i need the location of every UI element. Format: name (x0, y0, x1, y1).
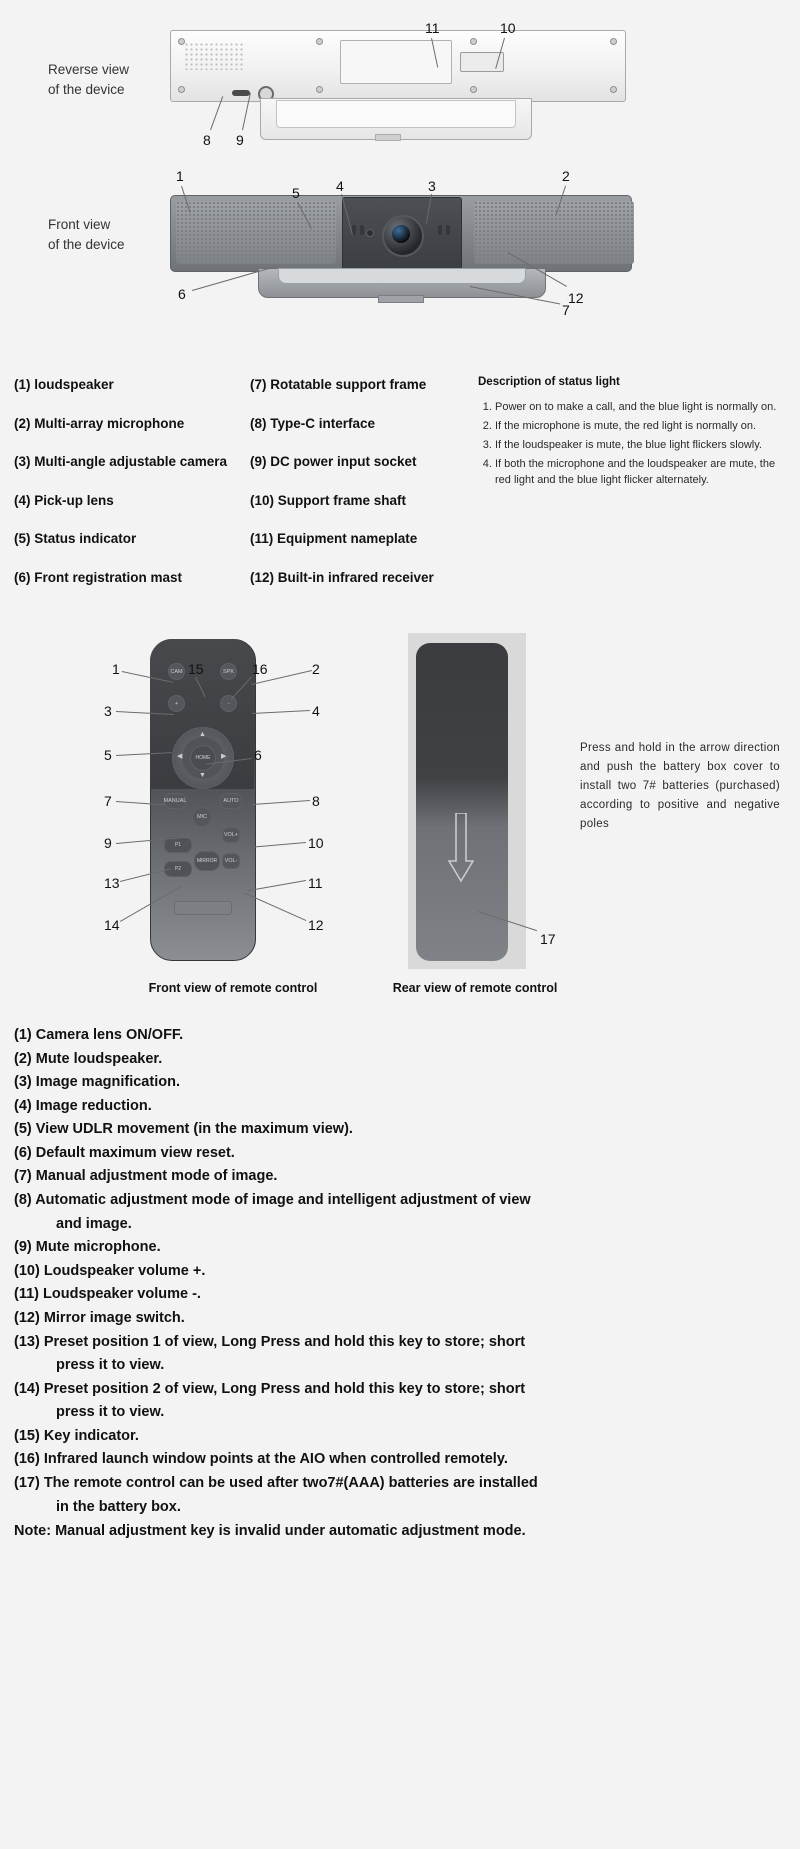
callout-7: 7 (562, 302, 570, 318)
remote-callout-13: 13 (104, 875, 120, 891)
remote-callout-4: 4 (312, 703, 320, 719)
front-view-label: Front view of the device (48, 217, 125, 252)
zoom-out-button[interactable]: - (220, 695, 237, 712)
camera-onoff-button[interactable]: CAM (168, 663, 185, 680)
legend-section (0, 376, 800, 611)
function-item: (9) Mute microphone. (14, 1239, 161, 1256)
callout-12: 12 (568, 290, 584, 306)
screw-icon (610, 86, 617, 93)
callout-11: 11 (425, 20, 440, 36)
function-item-continued: press it to view. (56, 1404, 165, 1421)
function-item: (6) Default maximum view reset. (14, 1144, 235, 1161)
rear-vent-grill (184, 42, 244, 70)
mute-loudspeaker-button[interactable]: SPK (220, 663, 237, 680)
auto-mode-button[interactable]: AUTO (220, 793, 242, 809)
rear-foot (375, 134, 401, 141)
legend-item: (10) Support frame shaft (250, 492, 407, 508)
function-list-section (0, 1019, 800, 1563)
left-arrow-icon[interactable]: ◀ (177, 753, 183, 760)
function-item: (3) Image magnification. (14, 1074, 180, 1091)
callout-6: 6 (178, 286, 186, 302)
remote-rear-body (416, 643, 508, 961)
battery-install-note: Press and hold in the arrow direction and push the battery box cover to install two 7# batteries (purchased) according to positive and negative poles (580, 742, 780, 830)
function-item: (10) Loudspeaker volume +. (14, 1262, 206, 1279)
support-frame-inner (278, 268, 526, 284)
home-reset-button[interactable]: HOME (190, 745, 216, 771)
function-item: (2) Mute loudspeaker. (14, 1050, 163, 1067)
status-light-item: 1. Power on to make a call, and the blue light is normally on. (495, 400, 788, 416)
remote-callout-17: 17 (540, 931, 556, 947)
function-item: (12) Mirror image switch. (14, 1309, 185, 1326)
screw-icon (178, 86, 185, 93)
screw-icon (470, 38, 477, 45)
remote-callout-1: 1 (112, 661, 120, 677)
legend-item: (8) Type-C interface (250, 415, 376, 431)
callout-9: 9 (236, 132, 244, 148)
callout-4: 4 (336, 178, 344, 194)
loudspeaker-grill-left (176, 201, 336, 264)
callout-8: 8 (203, 132, 211, 148)
camera-lens (392, 225, 410, 243)
remote-callout-7: 7 (104, 793, 112, 809)
remote-rear-caption: Rear view of remote control (392, 981, 558, 995)
loudspeaker-grill-right (474, 201, 634, 264)
function-item: (8) Automatic adjustment mode of image and intelligent adjustment of view (14, 1192, 531, 1209)
remote-callout-11: 11 (308, 875, 323, 891)
device-diagram-section (0, 0, 800, 370)
front-registration-mast (378, 295, 424, 303)
callout-5: 5 (292, 185, 300, 201)
remote-callout-15: 15 (188, 661, 204, 677)
remote-callout-10: 10 (308, 835, 324, 851)
remote-callout-8: 8 (312, 793, 320, 809)
legend-item: (11) Equipment nameplate (250, 531, 418, 547)
function-item: (7) Manual adjustment mode of image. (14, 1168, 278, 1185)
reverse-view-label: Reverse view of the device (48, 62, 130, 97)
zoom-in-button[interactable]: + (168, 695, 185, 712)
status-indicator (366, 229, 374, 237)
function-item: (14) Preset position 2 of view, Long Press and hold this key to store; short (14, 1380, 526, 1397)
status-light-item: 4. If both the microphone and the loudspeaker are mute, the red light and the blue light flicker alternately. (495, 457, 788, 489)
type-c-interface (232, 90, 250, 96)
mirror-switch-button[interactable]: MIRROR (194, 851, 220, 871)
function-item-continued: in the battery box. (56, 1498, 181, 1515)
legend-column-2 (250, 376, 475, 607)
screw-icon (470, 86, 477, 93)
legend-item: (6) Front registration mast (14, 569, 183, 585)
function-item: (17) The remote control can be used after two7#(AAA) batteries are installed (14, 1474, 538, 1491)
legend-item: (1) loudspeaker (14, 377, 114, 392)
status-light-description (478, 376, 788, 492)
remote-front-drawing (150, 639, 260, 969)
volume-up-button[interactable]: VOL+ (222, 827, 240, 843)
legend-item: (4) Pick-up lens (14, 492, 114, 508)
remote-callout-16: 16 (252, 661, 268, 677)
function-item: (4) Image reduction. (14, 1097, 152, 1114)
right-arrow-icon[interactable]: ▶ (221, 753, 227, 760)
mute-microphone-button[interactable]: MIC (192, 807, 212, 827)
legend-item: (12) Built-in infrared receiver (250, 569, 434, 585)
microphone-array (438, 225, 442, 235)
function-note: Note: Manual adjustment key is invalid under automatic adjustment mode. (14, 1523, 526, 1540)
manual-mode-button[interactable]: MANUAL (164, 793, 186, 809)
function-item: (13) Preset position 1 of view, Long Press and hold this key to store; short (14, 1333, 526, 1350)
remote-callout-9: 9 (104, 835, 112, 851)
callout-10: 10 (500, 20, 516, 36)
screw-icon (316, 38, 323, 45)
screw-icon (316, 86, 323, 93)
status-light-item: 3. If the loudspeaker is mute, the blue light flickers slowly. (495, 438, 788, 454)
screw-icon (178, 38, 185, 45)
callout-2: 2 (562, 168, 570, 184)
remote-callout-6: 6 (254, 747, 262, 763)
function-item: (16) Infrared launch window points at the AIO when controlled remotely. (14, 1451, 508, 1468)
legend-item: (5) Status indicator (14, 531, 137, 547)
function-item: (1) Camera lens ON/OFF. (14, 1027, 184, 1043)
remote-control-section (0, 619, 800, 1019)
battery-slide-arrow-icon (448, 813, 474, 883)
legend-item: (3) Multi-angle adjustable camera (14, 454, 228, 470)
legend-column-1 (14, 376, 244, 607)
legend-item: (7) Rotatable support frame (250, 377, 427, 392)
microphone-array (446, 225, 450, 235)
legend-item: (2) Multi-array microphone (14, 415, 185, 431)
leader-line (252, 800, 310, 805)
remote-bottom-marking (174, 901, 232, 915)
preset-1-button[interactable]: P1 (164, 837, 192, 853)
remote-callout-5: 5 (104, 747, 112, 763)
screw-icon (610, 38, 617, 45)
remote-front-caption: Front view of remote control (148, 981, 318, 995)
status-light-item: 2. If the microphone is mute, the red light is normally on. (495, 419, 788, 435)
remote-callout-12: 12 (308, 917, 324, 933)
function-item: (11) Loudspeaker volume -. (14, 1286, 201, 1303)
microphone-array (360, 225, 364, 235)
remote-callout-3: 3 (104, 703, 112, 719)
remote-callout-2: 2 (312, 661, 320, 677)
function-item-continued: and image. (56, 1215, 132, 1232)
down-arrow-icon[interactable]: ▼ (199, 772, 206, 779)
volume-down-button[interactable]: VOL- (222, 853, 240, 869)
callout-1: 1 (176, 168, 184, 184)
preset-2-button[interactable]: P2 (164, 861, 192, 877)
function-item-continued: press it to view. (56, 1357, 165, 1374)
reverse-view-drawing (170, 30, 630, 145)
function-item: (5) View UDLR movement (in the maximum view). (14, 1121, 353, 1138)
leader-line (252, 710, 310, 714)
legend-item: (9) DC power input socket (250, 454, 417, 470)
remote-callout-14: 14 (104, 917, 120, 933)
status-light-title: Description of status light (478, 376, 620, 388)
status-light-list (478, 400, 788, 489)
up-arrow-icon[interactable]: ▲ (199, 731, 206, 738)
function-item: (15) Key indicator. (14, 1427, 139, 1444)
rear-mount-inner (276, 100, 516, 128)
callout-3: 3 (428, 178, 436, 194)
